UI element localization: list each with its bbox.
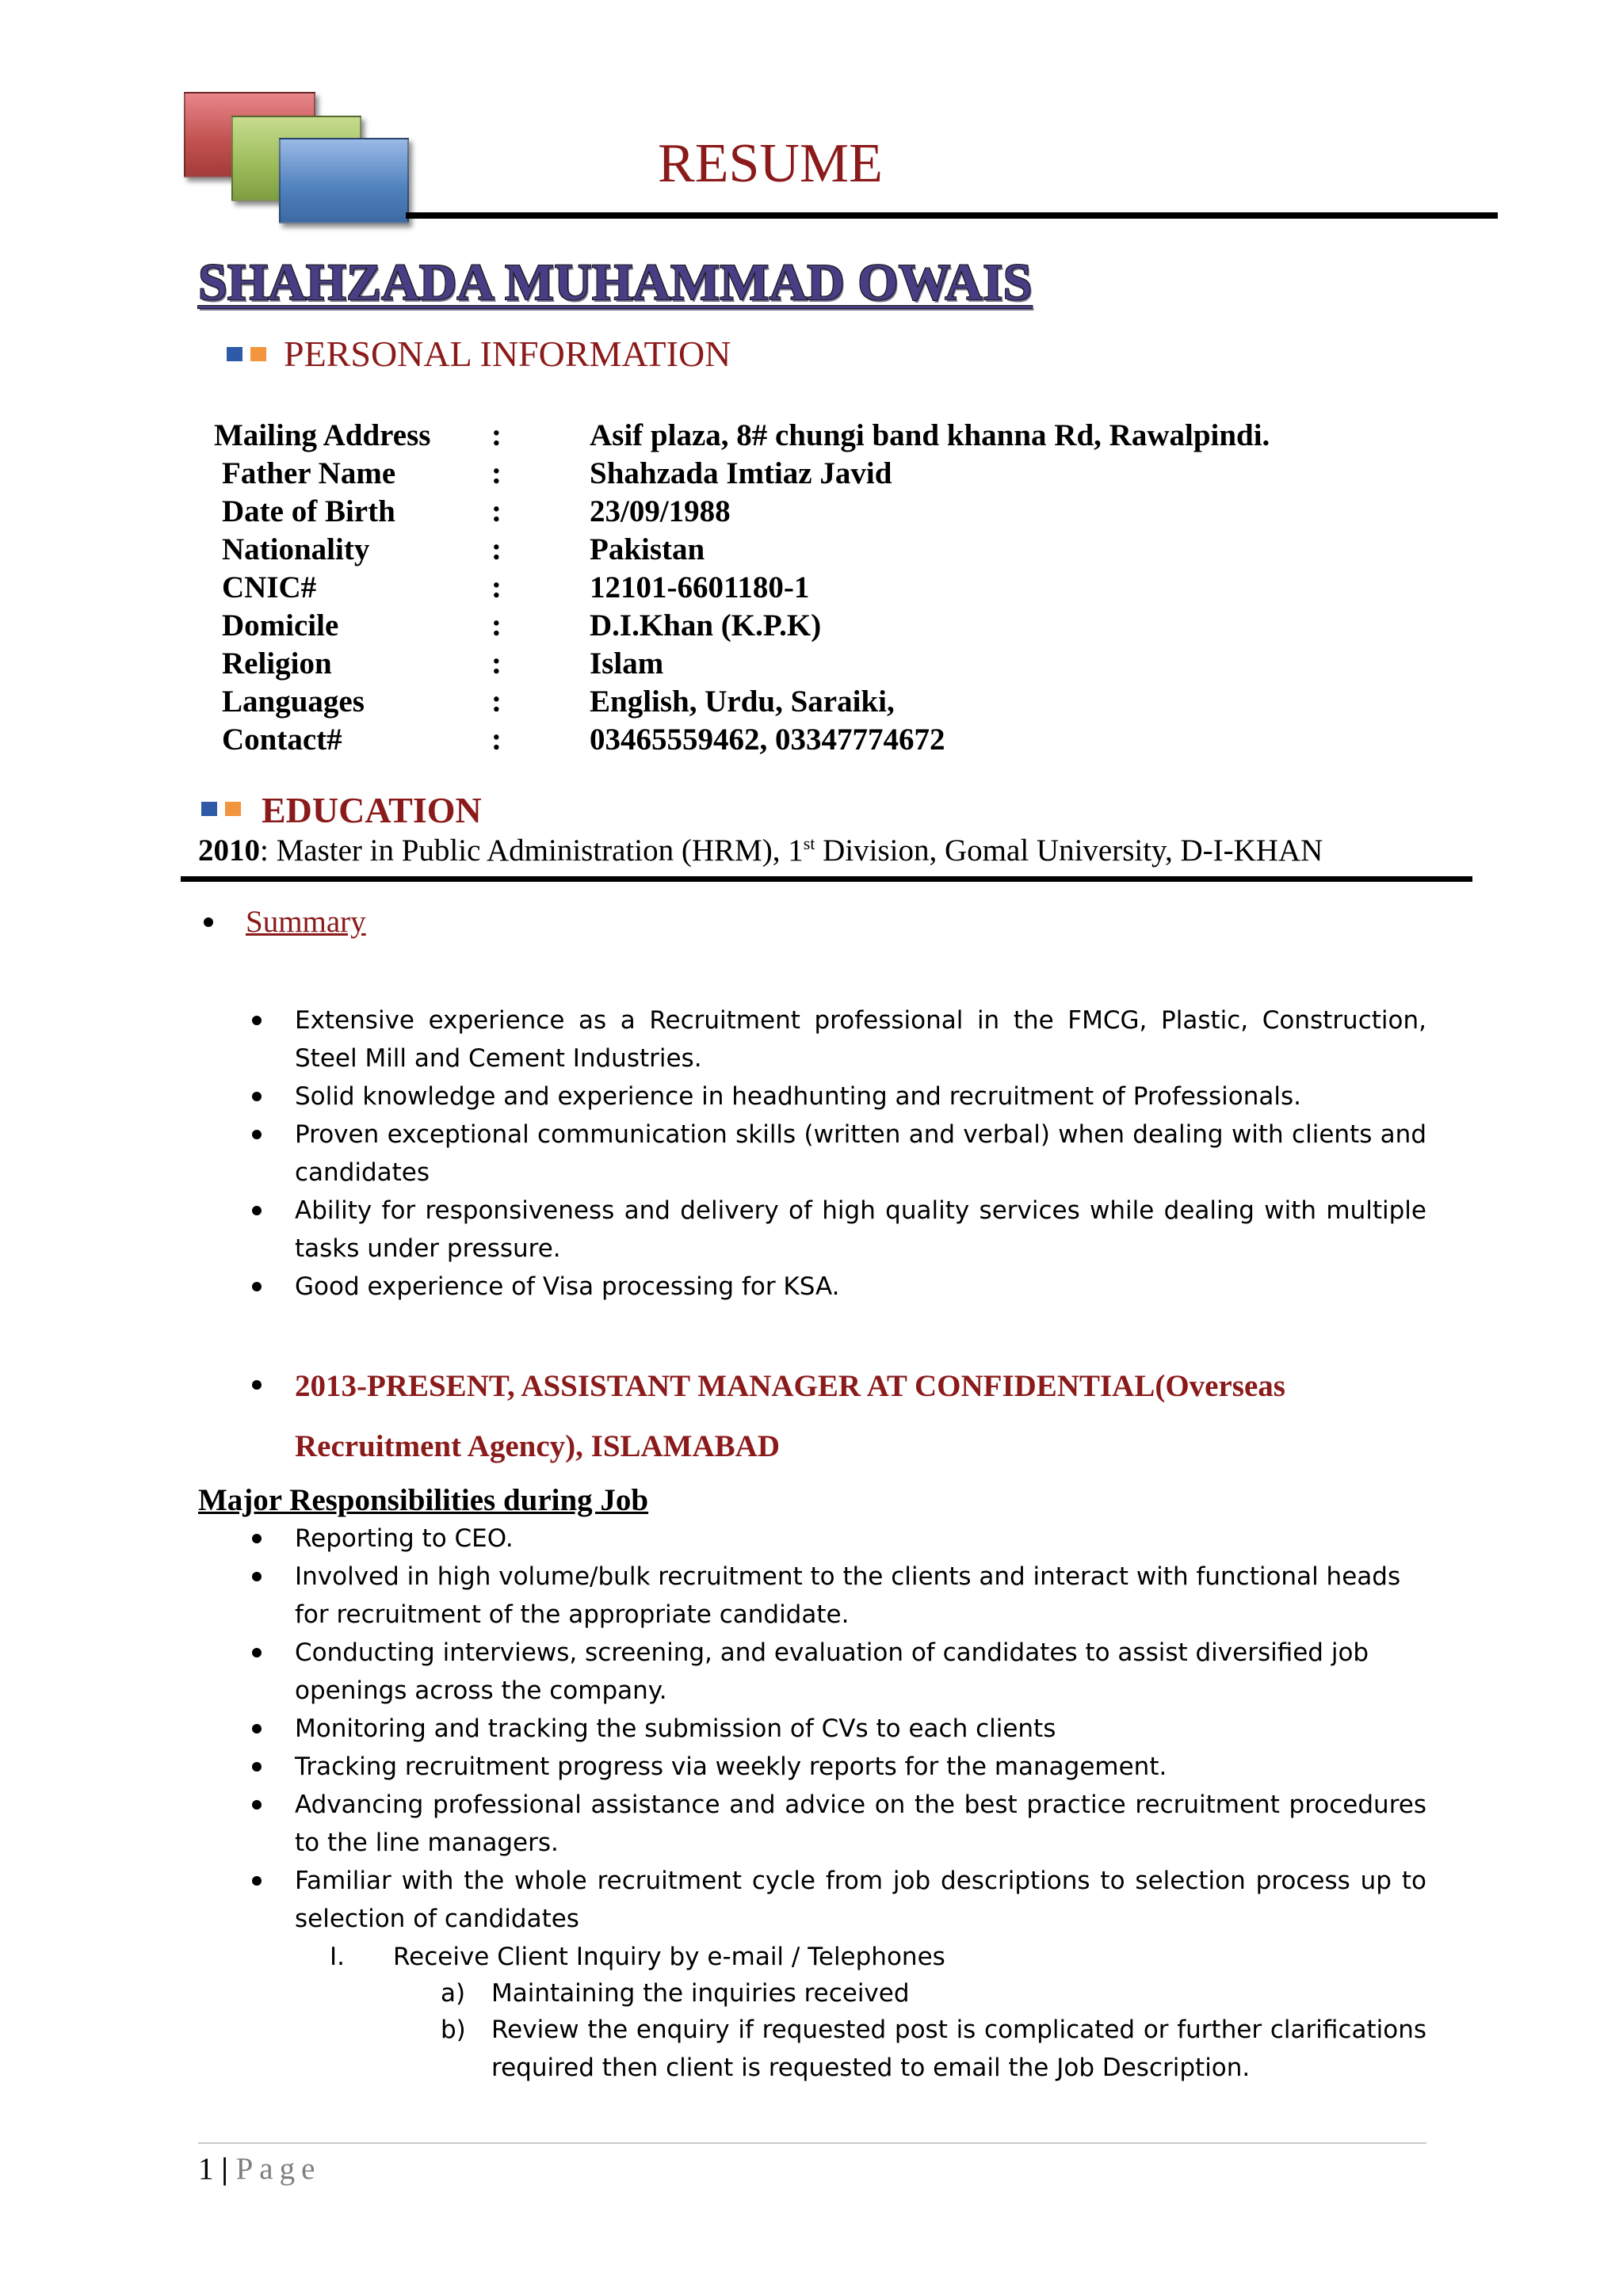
bullet-icon [252,1762,262,1772]
bullet-icon [252,1380,262,1390]
document-title: RESUME [658,133,883,194]
info-separator: : [491,723,502,757]
info-value: 03465559462, 03347774672 [590,723,945,757]
section-marker-blue-icon [201,802,217,816]
info-separator: : [491,456,502,490]
info-separator: : [491,494,502,528]
summary-heading: Summary [246,905,366,939]
summary-item: Proven exceptional communication skills (written and verbal) when dealing with clients and candidates [295,1120,1426,1187]
sub-list-item: Receive Client Inquiry by e-mail / Telephones [393,1943,945,1971]
info-separator: : [491,685,502,719]
summary-item: Good experience of Visa processing for KSA. [295,1272,840,1301]
info-separator: : [491,646,502,681]
bullet-icon [252,1724,262,1733]
info-separator: : [491,418,502,452]
bullet-icon [252,1206,262,1215]
info-value: 12101-6601180-1 [590,570,810,605]
bullet-icon [252,1800,262,1810]
responsibility-item: Familiar with the whole recruitment cycle from job descriptions to selection process up to selection of candidates [295,1867,1426,1933]
sub-list-marker: I. [330,1943,345,1971]
info-label: Contact# [222,723,342,757]
bullet-icon [252,1534,262,1543]
info-label: Domicile [222,608,339,643]
info-label: CNIC# [222,570,317,605]
info-separator: : [491,570,502,605]
responsibility-item: Involved in high volume/bulk recruitment to the clients and interact with functional heads for recruitment of the appropriate candidate. [295,1562,1401,1629]
info-value: Asif plaza, 8# chungi band khanna Rd, Rawalpindi. [590,418,1270,452]
sub-sub-list-marker: b) [441,2016,466,2044]
info-value: D.I.Khan (K.P.K) [590,608,822,643]
job-title-line-1: 2013-PRESENT, ASSISTANT MANAGER AT CONFIDENTIAL(Overseas [295,1369,1285,1403]
education-ordinal: st [803,833,815,853]
section-marker-orange-icon [225,802,241,816]
info-value: Shahzada Imtiaz Javid [590,456,892,490]
personal-info-heading: PERSONAL INFORMATION [284,334,731,374]
responsibility-item: Monitoring and tracking the submission of CVs to each clients [295,1714,1056,1743]
sub-sub-list-marker: a) [441,1979,466,2008]
info-value: Islam [590,646,664,681]
summary-item: Solid knowledge and experience in headhunting and recruitment of Professionals. [295,1082,1302,1111]
education-entry [198,835,1323,866]
summary-item: Ability for responsiveness and delivery of high quality services while dealing with multiple tasks under pressure. [295,1196,1426,1263]
info-label: Father Name [222,456,396,490]
info-label: Mailing Address [214,418,431,452]
bullet-icon [252,1016,262,1025]
responsibilities-heading: Major Responsibilities during Job [198,1483,649,1517]
sub-sub-list-item: Maintaining the inquiries received [491,1979,910,2008]
education-year: 2010 [198,833,260,868]
info-separator: : [491,608,502,643]
info-label: Religion [222,646,332,681]
job-title-line-2: Recruitment Agency), ISLAMABAD [295,1429,781,1463]
bullet-icon [252,1282,262,1291]
info-label: Date of Birth [222,494,395,528]
sub-sub-list-item: Review the enquiry if requested post is complicated or further clarifications required then client is requested to email the Job Description. [491,2016,1426,2082]
page-label: Page [235,2152,322,2186]
bullet-icon [252,1130,262,1139]
responsibility-item: Tracking recruitment progress via weekly reports for the management. [295,1753,1167,1781]
page-number: 1 [198,2152,214,2186]
bullet-icon [252,1648,262,1657]
summary-item: Extensive experience as a Recruitment professional in the FMCG, Plastic, Construction, Steel Mill and Cement Industries. [295,1006,1426,1073]
info-separator: : [491,532,502,566]
bullet-icon [252,1572,262,1581]
education-rule [181,876,1472,882]
responsibility-item: Advancing professional assistance and advice on the best practice recruitment procedures to the line managers. [295,1791,1426,1857]
candidate-name: SHAHZADA MUHAMMAD OWAIS [198,254,1033,311]
footer-separator: | [221,2152,228,2186]
bullet-icon [204,917,213,927]
logo-blue-square [279,138,409,223]
footer-rule [198,2142,1426,2144]
education-heading: EDUCATION [262,790,482,830]
info-label: Languages [222,685,365,719]
education-degree: : Master in Public Administration (HRM), 1 [260,833,804,868]
page-footer [198,2153,321,2184]
section-marker-orange-icon [250,347,266,361]
bullet-icon [252,1092,262,1101]
info-value: Pakistan [590,532,705,566]
responsibility-item: Conducting interviews, screening, and evaluation of candidates to assist diversified job openings across the company. [295,1638,1369,1705]
responsibility-item: Reporting to CEO. [295,1524,514,1553]
info-value: 23/09/1988 [590,494,731,528]
education-institution: Division, Gomal University, D-I-KHAN [815,833,1323,868]
bullet-icon [252,1876,262,1886]
section-marker-blue-icon [227,347,242,361]
header-rule [406,212,1498,219]
info-label: Nationality [222,532,370,566]
info-value: English, Urdu, Saraiki, [590,685,895,719]
